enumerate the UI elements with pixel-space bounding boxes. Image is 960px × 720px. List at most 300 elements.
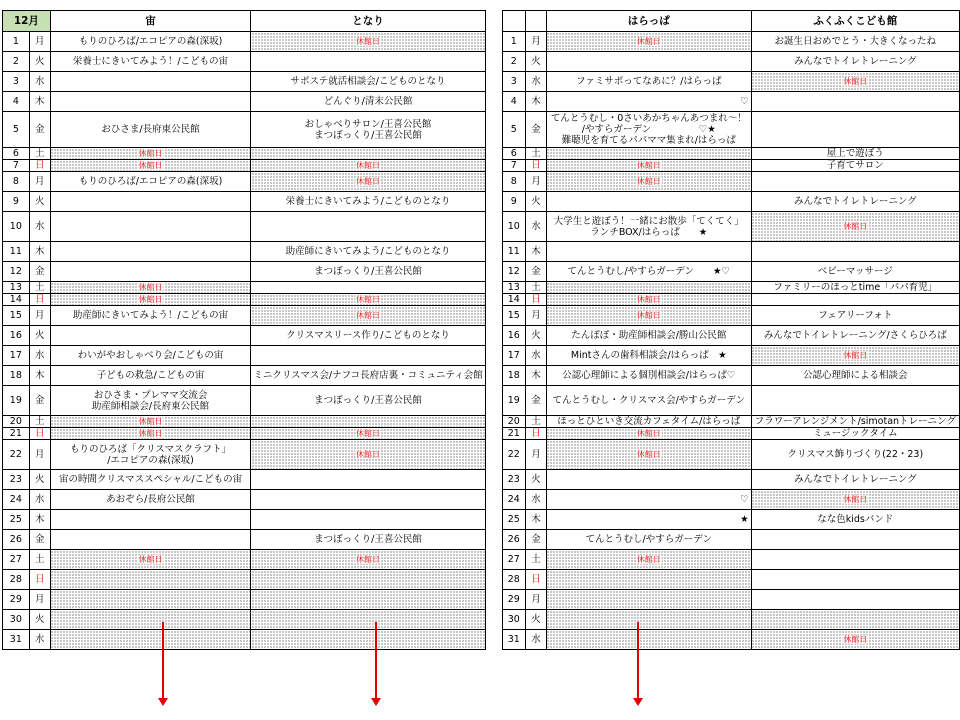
day-number: 8 <box>3 172 30 192</box>
event-cell-harappa <box>546 590 751 610</box>
event-cell-fuku <box>751 92 959 112</box>
event-cell-sora <box>50 610 251 630</box>
day-number: 2 <box>502 52 525 72</box>
event-cell-fuku <box>751 386 959 416</box>
event-text: てんとうむし・0さいあかちゃんあつまれ～！ /やすらガーデン ♡★ 難聴児を育てるパパママ集まれ/はらっぱ <box>550 113 747 146</box>
day-number: 26 <box>502 530 525 550</box>
day-row <box>3 510 960 530</box>
closed-label: 休館日 <box>636 429 661 438</box>
weekday: 月 <box>29 306 50 326</box>
event-text: たんぽぽ・助産師相談会/勝山公民館 <box>571 330 727 341</box>
event-cell-sora <box>50 32 251 52</box>
event-text: みんなでトイレトレーニング <box>793 196 917 207</box>
event-text: 屋上で遊ぼう <box>826 148 884 159</box>
closed-label: 休館日 <box>636 555 661 564</box>
event-cell-fuku <box>751 326 959 346</box>
weekday: 土 <box>525 550 546 570</box>
weekday: 日 <box>29 428 50 440</box>
event-cell-harappa <box>546 346 751 366</box>
event-cell-harappa <box>546 416 751 428</box>
event-cell-harappa <box>546 490 751 510</box>
day-number: 11 <box>3 242 30 262</box>
event-cell-harappa <box>546 570 751 590</box>
closed-period-arrow-sora <box>162 622 164 700</box>
event-text: ミュージックタイム <box>812 428 898 439</box>
weekday: 日 <box>29 294 50 306</box>
weekday: 金 <box>29 386 50 416</box>
closed-label: 休館日 <box>636 295 661 304</box>
event-text: どんぐり/清末公民館 <box>323 96 413 107</box>
weekday: 木 <box>29 366 50 386</box>
weekday: 火 <box>29 326 50 346</box>
weekday: 月 <box>29 32 50 52</box>
column-header-tonari: となり <box>251 11 485 32</box>
day-number: 10 <box>502 212 525 242</box>
day-row <box>3 112 960 148</box>
event-cell-harappa <box>546 470 751 490</box>
day-number: 12 <box>3 262 30 282</box>
weekday: 月 <box>29 590 50 610</box>
weekday: 水 <box>29 212 50 242</box>
weekday: 水 <box>29 630 50 650</box>
day-number: 7 <box>502 160 525 172</box>
event-cell-tonari <box>251 326 485 346</box>
event-cell-harappa <box>546 192 751 212</box>
event-cell-tonari <box>251 160 485 172</box>
day-number: 7 <box>3 160 30 172</box>
day-number: 19 <box>502 386 525 416</box>
day-row <box>3 306 960 326</box>
event-cell-tonari <box>251 530 485 550</box>
day-number: 26 <box>3 530 30 550</box>
weekday: 木 <box>525 510 546 530</box>
event-cell-fuku <box>751 490 959 510</box>
event-text: クリスマスリース作り/こどものとなり <box>286 330 450 341</box>
event-cell-sora <box>50 72 251 92</box>
event-cell-harappa <box>546 112 751 148</box>
event-cell-fuku <box>751 294 959 306</box>
day-number: 4 <box>3 92 30 112</box>
event-cell-tonari <box>251 148 485 160</box>
event-cell-fuku <box>751 52 959 72</box>
event-cell-fuku <box>751 148 959 160</box>
event-cell-tonari <box>251 610 485 630</box>
weekday: 月 <box>29 440 50 470</box>
event-cell-harappa <box>546 242 751 262</box>
event-cell-harappa <box>546 32 751 52</box>
event-text: お誕生日おめでとう・大きくなったね <box>774 36 937 47</box>
closed-label: 休館日 <box>356 295 381 304</box>
weekday: 月 <box>525 32 546 52</box>
event-text: 子育てサロン <box>826 160 884 171</box>
event-cell-fuku <box>751 160 959 172</box>
day-number: 28 <box>3 570 30 590</box>
event-cell-harappa <box>546 148 751 160</box>
event-cell-sora <box>50 262 251 282</box>
event-cell-sora <box>50 416 251 428</box>
event-cell-fuku <box>751 242 959 262</box>
day-number: 22 <box>3 440 30 470</box>
day-row <box>3 630 960 650</box>
event-text: ミニクリスマス会/ナフコ長府店裏・コミュニティ会館 <box>253 370 483 381</box>
event-cell-tonari <box>251 510 485 530</box>
event-text: 栄養士にきいてみよう！/こどもの宙 <box>72 56 229 67</box>
event-text: あおぞら/長府公民館 <box>106 494 195 505</box>
event-text: 公認心理師による相談会 <box>803 370 908 381</box>
event-cell-harappa <box>546 610 751 630</box>
event-cell-tonari <box>251 550 485 570</box>
day-row <box>3 366 960 386</box>
event-cell-fuku <box>751 72 959 92</box>
event-cell-sora <box>50 428 251 440</box>
day-number: 30 <box>502 610 525 630</box>
event-text: みんなでトイレトレーニング/さくらひろば <box>763 330 947 341</box>
event-text: まつぼっくり/王喜公民館 <box>314 395 422 406</box>
month-label: 12月 <box>3 11 51 32</box>
weekday: 日 <box>525 160 546 172</box>
event-cell-fuku <box>751 630 959 650</box>
day-number: 22 <box>502 440 525 470</box>
column-header-fukufuku: ふくふくこども館 <box>751 11 959 32</box>
closed-label: 休館日 <box>356 555 381 564</box>
event-cell-sora <box>50 490 251 510</box>
event-cell-fuku <box>751 428 959 440</box>
day-number: 29 <box>3 590 30 610</box>
event-cell-tonari <box>251 630 485 650</box>
day-row <box>3 212 960 242</box>
event-cell-harappa <box>546 306 751 326</box>
event-text: 助産師にきいてみよう！/こどもの宙 <box>72 310 229 321</box>
event-cell-tonari <box>251 112 485 148</box>
event-text: 助産師にきいてみよう/こどものとなり <box>285 246 451 257</box>
event-cell-tonari <box>251 294 485 306</box>
day-number: 18 <box>502 366 525 386</box>
weekday: 土 <box>29 416 50 428</box>
day-number: 20 <box>3 416 30 428</box>
event-cell-harappa <box>546 172 751 192</box>
event-cell-fuku <box>751 282 959 294</box>
weekday: 金 <box>29 112 50 148</box>
event-cell-sora <box>50 326 251 346</box>
weekday: 火 <box>29 610 50 630</box>
event-cell-sora <box>50 386 251 416</box>
day-number: 6 <box>3 148 30 160</box>
day-row <box>3 262 960 282</box>
mark-icon: ♡ <box>740 494 749 505</box>
event-cell-tonari <box>251 192 485 212</box>
event-text: ベビーマッサージ <box>817 266 893 277</box>
closed-label: 休館日 <box>636 161 661 170</box>
event-cell-sora <box>50 366 251 386</box>
day-number: 31 <box>3 630 30 650</box>
event-cell-tonari <box>251 32 485 52</box>
event-text: サポステ就活相談会/こどものとなり <box>290 76 446 87</box>
event-cell-sora <box>50 242 251 262</box>
event-cell-tonari <box>251 212 485 242</box>
day-row <box>3 148 960 160</box>
event-cell-harappa <box>546 72 751 92</box>
event-cell-harappa <box>546 550 751 570</box>
event-cell-tonari <box>251 346 485 366</box>
weekday: 木 <box>525 92 546 112</box>
weekday: 月 <box>525 590 546 610</box>
day-number: 30 <box>3 610 30 630</box>
event-cell-fuku <box>751 112 959 148</box>
day-row <box>3 92 960 112</box>
day-number: 9 <box>502 192 525 212</box>
event-cell-sora <box>50 346 251 366</box>
closed-period-arrow-tonari <box>375 622 377 700</box>
event-cell-harappa <box>546 92 751 112</box>
event-cell-harappa <box>546 294 751 306</box>
weekday: 火 <box>525 470 546 490</box>
event-cell-tonari <box>251 590 485 610</box>
day-number: 17 <box>3 346 30 366</box>
weekday: 木 <box>29 92 50 112</box>
day-row <box>3 610 960 630</box>
closed-label: 休館日 <box>138 555 163 564</box>
event-cell-harappa <box>546 326 751 346</box>
event-cell-sora <box>50 510 251 530</box>
weekday: 金 <box>525 112 546 148</box>
closed-label: 休館日 <box>356 311 381 320</box>
event-cell-sora <box>50 294 251 306</box>
closed-label: 休館日 <box>356 450 381 459</box>
day-number: 4 <box>502 92 525 112</box>
weekday: 水 <box>29 346 50 366</box>
weekday: 水 <box>525 212 546 242</box>
day-number: 3 <box>3 72 30 92</box>
day-number: 13 <box>502 282 525 294</box>
day-number: 31 <box>502 630 525 650</box>
event-cell-harappa <box>546 428 751 440</box>
day-number: 16 <box>3 326 30 346</box>
day-number: 13 <box>3 282 30 294</box>
day-row <box>3 590 960 610</box>
event-text: もりのひろば「クリスマスクラフト」 /エコピアの森(深坂) <box>69 443 232 466</box>
event-cell-sora <box>50 530 251 550</box>
day-row <box>3 72 960 92</box>
day-row <box>3 530 960 550</box>
event-cell-tonari <box>251 92 485 112</box>
day-row <box>3 326 960 346</box>
event-cell-fuku <box>751 366 959 386</box>
closed-label: 休館日 <box>356 37 381 46</box>
day-row <box>3 346 960 366</box>
event-text: クリスマス飾りづくり(22・23) <box>787 449 924 460</box>
event-cell-tonari <box>251 440 485 470</box>
day-number: 9 <box>3 192 30 212</box>
event-text: てんとうむし/やすらガーデン <box>585 534 713 545</box>
december-calendar-table <box>2 10 960 650</box>
event-text: ファミリーのほっとtime「パパ育児」 <box>773 282 938 293</box>
weekday: 火 <box>525 52 546 72</box>
day-row <box>3 570 960 590</box>
weekday: 水 <box>525 72 546 92</box>
closed-label: 休館日 <box>138 417 163 426</box>
event-cell-fuku <box>751 346 959 366</box>
event-cell-fuku <box>751 470 959 490</box>
event-cell-tonari <box>251 386 485 416</box>
event-cell-tonari <box>251 306 485 326</box>
event-cell-tonari <box>251 416 485 428</box>
weekday: 土 <box>525 148 546 160</box>
closed-label: 休館日 <box>843 635 868 644</box>
weekday: 火 <box>29 470 50 490</box>
event-cell-harappa <box>546 282 751 294</box>
event-cell-fuku <box>751 610 959 630</box>
closed-label: 休館日 <box>356 161 381 170</box>
closed-label: 休館日 <box>636 311 661 320</box>
closed-label: 休館日 <box>636 37 661 46</box>
day-row <box>3 490 960 510</box>
event-cell-fuku <box>751 550 959 570</box>
event-cell-sora <box>50 550 251 570</box>
day-number: 23 <box>3 470 30 490</box>
day-number: 21 <box>3 428 30 440</box>
closed-period-arrow-harappa <box>637 622 639 700</box>
event-cell-fuku <box>751 590 959 610</box>
event-cell-fuku <box>751 306 959 326</box>
weekday: 金 <box>29 262 50 282</box>
event-cell-fuku <box>751 570 959 590</box>
day-number: 6 <box>502 148 525 160</box>
weekday: 火 <box>29 192 50 212</box>
event-cell-fuku <box>751 172 959 192</box>
day-row <box>3 428 960 440</box>
day-row <box>3 160 960 172</box>
event-cell-sora <box>50 470 251 490</box>
event-cell-tonari <box>251 570 485 590</box>
event-cell-fuku <box>751 530 959 550</box>
weekday: 金 <box>29 530 50 550</box>
event-cell-harappa <box>546 262 751 282</box>
weekday: 土 <box>29 148 50 160</box>
event-text: おしゃべりサロン/王喜公民館 まつぼっくり/王喜公民館 <box>304 118 432 141</box>
event-cell-sora <box>50 160 251 172</box>
closed-label: 休館日 <box>636 177 661 186</box>
day-number: 12 <box>502 262 525 282</box>
event-text: まつぼっくり/王喜公民館 <box>314 266 422 277</box>
closed-label: 休館日 <box>843 351 868 360</box>
day-number: 14 <box>3 294 30 306</box>
weekday: 土 <box>525 282 546 294</box>
day-number: 1 <box>502 32 525 52</box>
weekday: 木 <box>29 242 50 262</box>
closed-label: 休館日 <box>843 77 868 86</box>
event-text: 子どもの救急/こどもの宙 <box>96 370 205 381</box>
day-row <box>3 440 960 470</box>
event-cell-sora <box>50 306 251 326</box>
event-text: おひさま・プレママ交流会 助産師相談会/長府東公民館 <box>91 389 210 412</box>
closed-label: 休館日 <box>138 429 163 438</box>
event-text: なな色kidsバンド <box>817 514 894 525</box>
event-text: フラワーアレンジメント/simotanトレーニング <box>754 416 956 427</box>
event-text: わいがやおしゃべり会/こどもの宙 <box>77 350 224 361</box>
event-cell-sora <box>50 148 251 160</box>
weekday: 水 <box>29 490 50 510</box>
event-cell-tonari <box>251 72 485 92</box>
event-cell-sora <box>50 172 251 192</box>
event-cell-sora <box>50 192 251 212</box>
day-number: 17 <box>502 346 525 366</box>
event-cell-tonari <box>251 366 485 386</box>
event-text: てんとうむし・クリスマス会/やすらガーデン <box>552 395 746 406</box>
event-text: ファミサポってなあに？/はらっぱ <box>576 76 722 87</box>
event-cell-harappa <box>546 160 751 172</box>
event-cell-tonari <box>251 470 485 490</box>
event-cell-harappa <box>546 440 751 470</box>
weekday: 金 <box>525 530 546 550</box>
mark-icon: ♡ <box>740 96 749 107</box>
event-cell-sora <box>50 52 251 72</box>
closed-label: 休館日 <box>356 429 381 438</box>
event-cell-fuku <box>751 262 959 282</box>
day-row <box>3 32 960 52</box>
event-cell-sora <box>50 282 251 294</box>
weekday: 木 <box>525 366 546 386</box>
event-cell-tonari <box>251 172 485 192</box>
weekday: 日 <box>525 294 546 306</box>
weekday: 日 <box>29 160 50 172</box>
event-text: ほっとひといき交流カフェタイム/はらっぱ <box>557 416 741 427</box>
day-number: 24 <box>3 490 30 510</box>
event-text: もりのひろば/エコピアの森(深坂) <box>78 176 223 187</box>
header-row <box>3 11 960 32</box>
day-number: 20 <box>502 416 525 428</box>
weekday: 月 <box>29 172 50 192</box>
event-text: 栄養士にきいてみよう/こどものとなり <box>285 196 451 207</box>
weekday: 火 <box>525 192 546 212</box>
day-row <box>3 470 960 490</box>
day-row <box>3 172 960 192</box>
event-cell-fuku <box>751 192 959 212</box>
event-cell-sora <box>50 570 251 590</box>
event-cell-harappa <box>546 52 751 72</box>
weekday: 月 <box>525 306 546 326</box>
closed-label: 休館日 <box>843 222 868 231</box>
weekday: 土 <box>29 282 50 294</box>
closed-label: 休館日 <box>356 177 381 186</box>
day-number: 1 <box>3 32 30 52</box>
event-cell-harappa <box>546 212 751 242</box>
event-text: まつぼっくり/王喜公民館 <box>314 534 422 545</box>
day-number: 8 <box>502 172 525 192</box>
day-number: 23 <box>502 470 525 490</box>
day-number: 14 <box>502 294 525 306</box>
event-cell-fuku <box>751 440 959 470</box>
event-text: フェアリーフォト <box>818 310 893 321</box>
event-cell-tonari <box>251 242 485 262</box>
event-cell-harappa <box>546 530 751 550</box>
closed-label: 休館日 <box>636 450 661 459</box>
event-cell-harappa <box>546 386 751 416</box>
weekday: 木 <box>29 510 50 530</box>
day-number: 15 <box>3 306 30 326</box>
day-number: 27 <box>3 550 30 570</box>
day-number: 5 <box>502 112 525 148</box>
day-row <box>3 242 960 262</box>
day-number: 25 <box>502 510 525 530</box>
day-number: 5 <box>3 112 30 148</box>
day-row <box>3 282 960 294</box>
weekday: 水 <box>525 490 546 510</box>
weekday: 金 <box>525 262 546 282</box>
day-number: 2 <box>3 52 30 72</box>
weekday: 水 <box>525 630 546 650</box>
day-row <box>3 386 960 416</box>
weekday: 水 <box>29 72 50 92</box>
